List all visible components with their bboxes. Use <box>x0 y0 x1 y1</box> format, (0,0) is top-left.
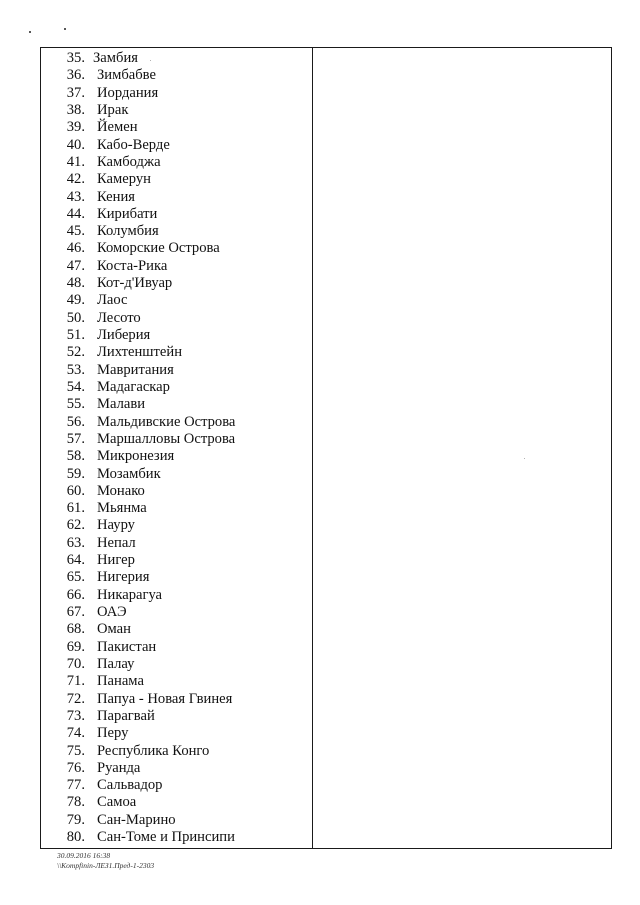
country-list <box>41 48 312 848</box>
list-item <box>41 67 312 84</box>
item-number: 52. <box>66 344 85 361</box>
footer-timestamp: 30.09.2016 16:38 <box>57 851 111 860</box>
country-name: Зимбабве <box>97 67 156 84</box>
country-name: Мьянма <box>97 500 147 517</box>
list-item <box>41 639 312 656</box>
item-number: 59. <box>66 465 85 482</box>
item-number: 36. <box>66 67 85 84</box>
list-item <box>41 240 312 257</box>
item-number: 56. <box>66 413 85 430</box>
list-item <box>41 189 312 206</box>
item-number: 68. <box>66 621 85 638</box>
list-item <box>41 794 312 811</box>
country-name: Мадагаскар <box>97 378 170 395</box>
country-name: Перу <box>97 725 129 742</box>
country-name: Кирибати <box>97 205 158 222</box>
item-number: 38. <box>66 101 85 118</box>
country-name: Оман <box>97 621 131 638</box>
item-number: 37. <box>66 84 85 101</box>
list-item <box>41 604 312 621</box>
list-item <box>41 656 312 673</box>
item-number: 63. <box>66 534 85 551</box>
item-number: 54. <box>66 378 85 395</box>
list-item <box>41 448 312 465</box>
list-item <box>41 725 312 742</box>
country-name: Кот-д'Ивуар <box>97 275 173 292</box>
list-item <box>41 85 312 102</box>
list-item <box>41 171 312 188</box>
country-name: Непал <box>97 534 136 551</box>
item-number: 40. <box>66 136 85 153</box>
item-number: 42. <box>66 171 85 188</box>
country-name: Парагвай <box>97 707 155 724</box>
item-number: 79. <box>66 811 85 828</box>
country-name: Маршалловы Острова <box>97 430 236 447</box>
list-item <box>41 396 312 413</box>
item-number: 55. <box>66 396 85 413</box>
list-item <box>41 344 312 361</box>
list-item <box>41 206 312 223</box>
list-item <box>41 292 312 309</box>
country-name: Нигер <box>97 552 135 569</box>
country-name: Иордания <box>97 84 159 101</box>
item-number: 60. <box>66 482 85 499</box>
list-item <box>41 587 312 604</box>
country-name: Мавритания <box>97 361 174 378</box>
list-item <box>41 708 312 725</box>
footer-file-path: \\Kompfinin-ЛЕЗ1.Пред-1-2303 <box>57 860 155 870</box>
item-number: 65. <box>66 569 85 586</box>
country-name: Либерия <box>97 327 151 343</box>
country-name: Колумбия <box>97 223 159 240</box>
list-item <box>41 760 312 777</box>
list-item <box>41 50 312 67</box>
list-item <box>41 102 312 119</box>
item-number: 66. <box>66 586 85 603</box>
list-item <box>41 691 312 708</box>
item-number: 50. <box>66 309 85 326</box>
list-item <box>41 431 312 448</box>
country-name: ОАЭ <box>97 604 127 620</box>
country-name: Монако <box>97 482 145 499</box>
list-item <box>41 275 312 292</box>
list-item <box>41 483 312 500</box>
country-name: Науру <box>97 517 135 534</box>
list-item <box>41 258 312 275</box>
item-number: 41. <box>66 153 85 170</box>
list-item <box>41 414 312 431</box>
country-name: Республика Конго <box>97 742 210 759</box>
scan-speck <box>64 28 66 30</box>
country-name: Йемен <box>97 119 138 136</box>
country-name: Камерун <box>97 171 151 188</box>
item-number: 72. <box>66 690 85 707</box>
item-number: 62. <box>66 517 85 534</box>
item-number: 67. <box>66 604 85 620</box>
list-item <box>41 621 312 638</box>
item-number: 53. <box>66 361 85 378</box>
country-name: Панама <box>97 673 144 690</box>
country-name: Сан-Томе и Принсипи <box>97 829 235 846</box>
table-row <box>41 48 612 849</box>
item-number: 78. <box>66 794 85 811</box>
country-name: Пакистан <box>97 638 157 655</box>
item-number: 49. <box>66 292 85 309</box>
empty-cell <box>313 48 612 849</box>
list-item <box>41 310 312 327</box>
list-item <box>41 777 312 794</box>
country-name: Кабо-Верде <box>97 136 170 153</box>
list-item <box>41 500 312 517</box>
item-number: 77. <box>66 777 85 794</box>
list-item <box>41 829 312 846</box>
item-number: 75. <box>66 742 85 759</box>
list-item <box>41 517 312 534</box>
item-number: 46. <box>66 240 85 257</box>
item-number: 71. <box>66 673 85 690</box>
country-name: Ирак <box>97 101 129 118</box>
country-name: Коста-Рика <box>97 257 168 274</box>
item-number: 69. <box>66 638 85 655</box>
country-name: Лесото <box>97 309 141 326</box>
country-name: Коморские Острова <box>97 240 220 257</box>
item-number: 70. <box>66 655 85 672</box>
country-name: Мозамбик <box>97 465 161 482</box>
list-item <box>41 223 312 240</box>
item-number: 57. <box>66 430 85 447</box>
country-name: Сан-Марино <box>97 811 176 828</box>
country-table <box>40 47 612 849</box>
list-item <box>41 812 312 829</box>
item-number: 58. <box>66 448 85 465</box>
scan-speck <box>29 31 31 33</box>
list-item <box>41 552 312 569</box>
list-item <box>41 535 312 552</box>
list-item <box>41 119 312 136</box>
list-item <box>41 379 312 396</box>
item-number: 74. <box>66 725 85 742</box>
list-item <box>41 327 312 344</box>
country-name: Микронезия <box>97 448 175 465</box>
country-name: Нигерия <box>97 569 150 586</box>
item-number: 76. <box>66 759 85 776</box>
country-name: Никарагуа <box>97 586 163 603</box>
item-number: 48. <box>66 275 85 292</box>
item-number: 73. <box>66 707 85 724</box>
list-item <box>41 743 312 760</box>
item-number: 43. <box>66 188 85 205</box>
list-item <box>41 466 312 483</box>
item-number: 80. <box>66 829 85 846</box>
item-number: 44. <box>66 205 85 222</box>
item-number: 39. <box>66 119 85 136</box>
country-name: Сальвадор <box>97 777 163 794</box>
country-name: Малави <box>97 396 146 413</box>
item-number: 47. <box>66 257 85 274</box>
item-number: 45. <box>66 223 85 240</box>
item-number: 35. <box>66 50 85 66</box>
item-number: 64. <box>66 552 85 569</box>
list-item <box>41 154 312 171</box>
country-name: Папуа - Новая Гвинея <box>97 690 233 707</box>
country-name: Палау <box>97 655 135 672</box>
country-name: Руанда <box>97 759 141 776</box>
country-name: Кения <box>97 188 135 205</box>
country-name: Самоа <box>97 794 137 811</box>
list-item <box>41 673 312 690</box>
country-name: Лихтенштейн <box>97 344 183 361</box>
item-number: 51. <box>66 327 85 343</box>
country-list-cell <box>41 48 313 849</box>
list-item <box>41 569 312 586</box>
country-name: Лаос <box>97 292 128 309</box>
country-name: Камбоджа <box>97 153 161 170</box>
country-name: Замбия <box>93 50 138 66</box>
item-number: 61. <box>66 500 85 517</box>
list-item <box>41 137 312 154</box>
list-item <box>41 362 312 379</box>
country-name: Мальдивские Острова <box>97 413 236 430</box>
document-footer <box>57 851 154 870</box>
